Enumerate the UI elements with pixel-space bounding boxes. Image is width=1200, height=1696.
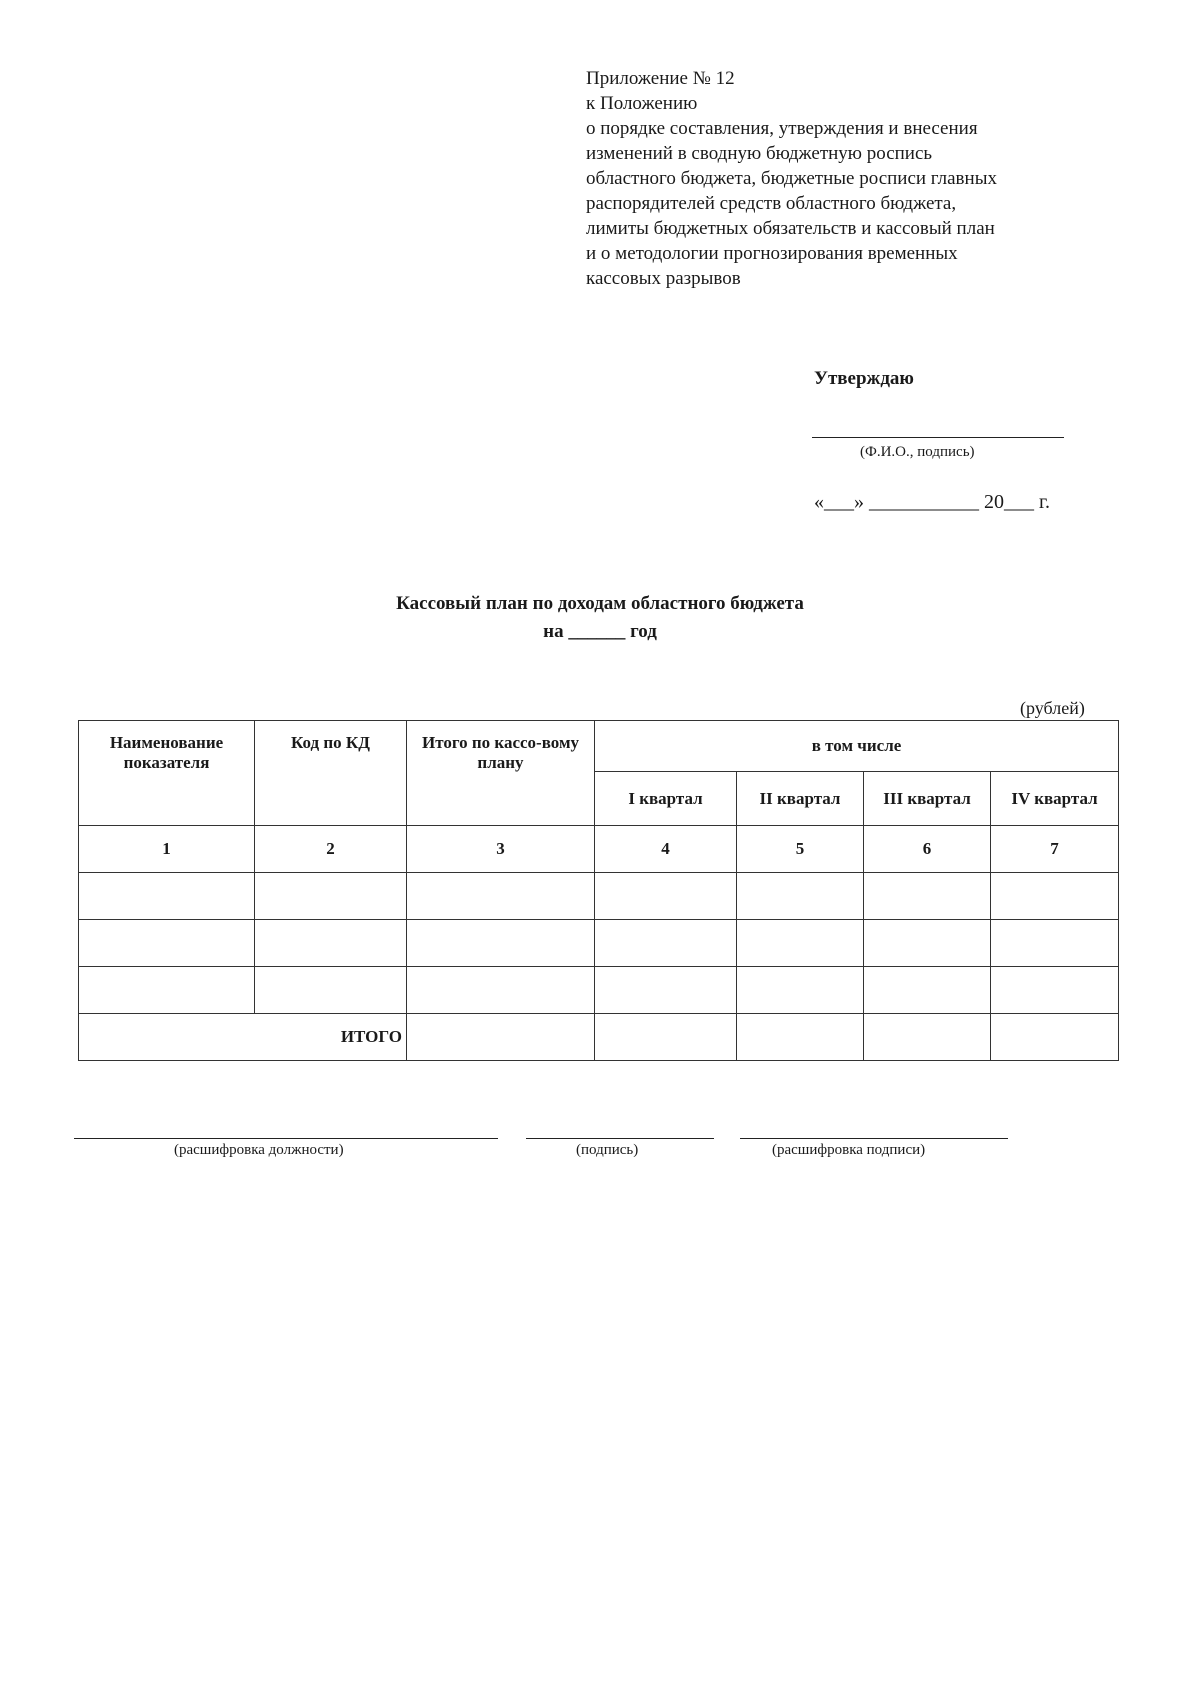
- appendix-line: и о методологии прогнозирования временных: [586, 243, 958, 264]
- total-label: ИТОГО: [79, 1014, 407, 1061]
- total-cell[interactable]: [737, 1014, 864, 1061]
- appendix-line: Приложение № 12: [586, 68, 735, 89]
- appendix-line: распорядителей средств областного бюджета,: [586, 193, 957, 214]
- header-total: Итого по кассо-вому плану: [407, 721, 595, 826]
- header-code: Код по КД: [255, 721, 407, 826]
- approval-date: «___» ___________ 20___ г.: [814, 491, 1050, 513]
- table-cell[interactable]: [255, 873, 407, 920]
- table-cell[interactable]: [595, 920, 737, 967]
- table-cell[interactable]: [991, 920, 1119, 967]
- table-row: [79, 920, 1119, 967]
- header-q1: I квартал: [595, 772, 737, 826]
- units-label: (рублей): [1020, 698, 1085, 718]
- table-cell[interactable]: [864, 920, 991, 967]
- column-number: 6: [864, 826, 991, 873]
- table-cell[interactable]: [407, 967, 595, 1014]
- column-number: 2: [255, 826, 407, 873]
- column-number: 7: [991, 826, 1119, 873]
- header-q4: IV квартал: [991, 772, 1119, 826]
- cash-plan-table: [78, 720, 1119, 1061]
- column-number-row: [79, 826, 1119, 873]
- signature-decode-caption: (расшифровка подписи): [772, 1142, 926, 1158]
- table-cell[interactable]: [737, 873, 864, 920]
- approval-signature-caption: (Ф.И.О., подпись): [860, 444, 975, 460]
- total-cell[interactable]: [407, 1014, 595, 1061]
- table-cell[interactable]: [79, 920, 255, 967]
- header-q3: III квартал: [864, 772, 991, 826]
- total-cell[interactable]: [595, 1014, 737, 1061]
- column-number: 5: [737, 826, 864, 873]
- total-row: [79, 1014, 1119, 1061]
- appendix-line: изменений в сводную бюджетную роспись: [586, 143, 933, 164]
- appendix-line: кассовых разрывов: [586, 268, 741, 289]
- approval-title: Утверждаю: [814, 368, 914, 389]
- appendix-line: о порядке составления, утверждения и внесения: [586, 118, 978, 139]
- appendix-line: к Положению: [586, 93, 698, 114]
- appendix-line: областного бюджета, бюджетные росписи главных: [586, 168, 997, 189]
- table-cell[interactable]: [595, 873, 737, 920]
- total-cell[interactable]: [991, 1014, 1119, 1061]
- table-cell[interactable]: [595, 967, 737, 1014]
- column-number: 1: [79, 826, 255, 873]
- table-cell[interactable]: [864, 873, 991, 920]
- signature-decode-line: [740, 1137, 1008, 1139]
- appendix-line: лимиты бюджетных обязательств и кассовый план: [586, 218, 995, 239]
- document-title-line2: на ______ год: [543, 621, 657, 642]
- total-cell[interactable]: [864, 1014, 991, 1061]
- header-including: в том числе: [595, 721, 1119, 772]
- table-cell[interactable]: [407, 873, 595, 920]
- table-cell[interactable]: [864, 967, 991, 1014]
- approval-block: [812, 368, 1112, 514]
- header-q2: II квартал: [737, 772, 864, 826]
- column-number: 4: [595, 826, 737, 873]
- appendix-reference: [586, 66, 1126, 291]
- table-cell[interactable]: [255, 967, 407, 1014]
- column-number: 3: [407, 826, 595, 873]
- table-cell[interactable]: [255, 920, 407, 967]
- approval-signature-line: [812, 436, 1064, 438]
- table-cell[interactable]: [737, 920, 864, 967]
- table-row: [79, 873, 1119, 920]
- table-cell[interactable]: [79, 967, 255, 1014]
- table-cell[interactable]: [79, 873, 255, 920]
- header-name: Наименование показателя: [79, 721, 255, 826]
- table-cell[interactable]: [737, 967, 864, 1014]
- position-caption: (расшифровка должности): [174, 1142, 344, 1158]
- table-cell[interactable]: [991, 873, 1119, 920]
- table-row: [79, 967, 1119, 1014]
- signature-caption: (подпись): [576, 1142, 639, 1158]
- position-signature-line: [74, 1137, 498, 1139]
- table-cell[interactable]: [407, 920, 595, 967]
- signature-line: [526, 1137, 714, 1139]
- document-title: [0, 590, 1200, 646]
- table-cell[interactable]: [991, 967, 1119, 1014]
- document-title-line1: Кассовый план по доходам областного бюджета: [396, 593, 804, 614]
